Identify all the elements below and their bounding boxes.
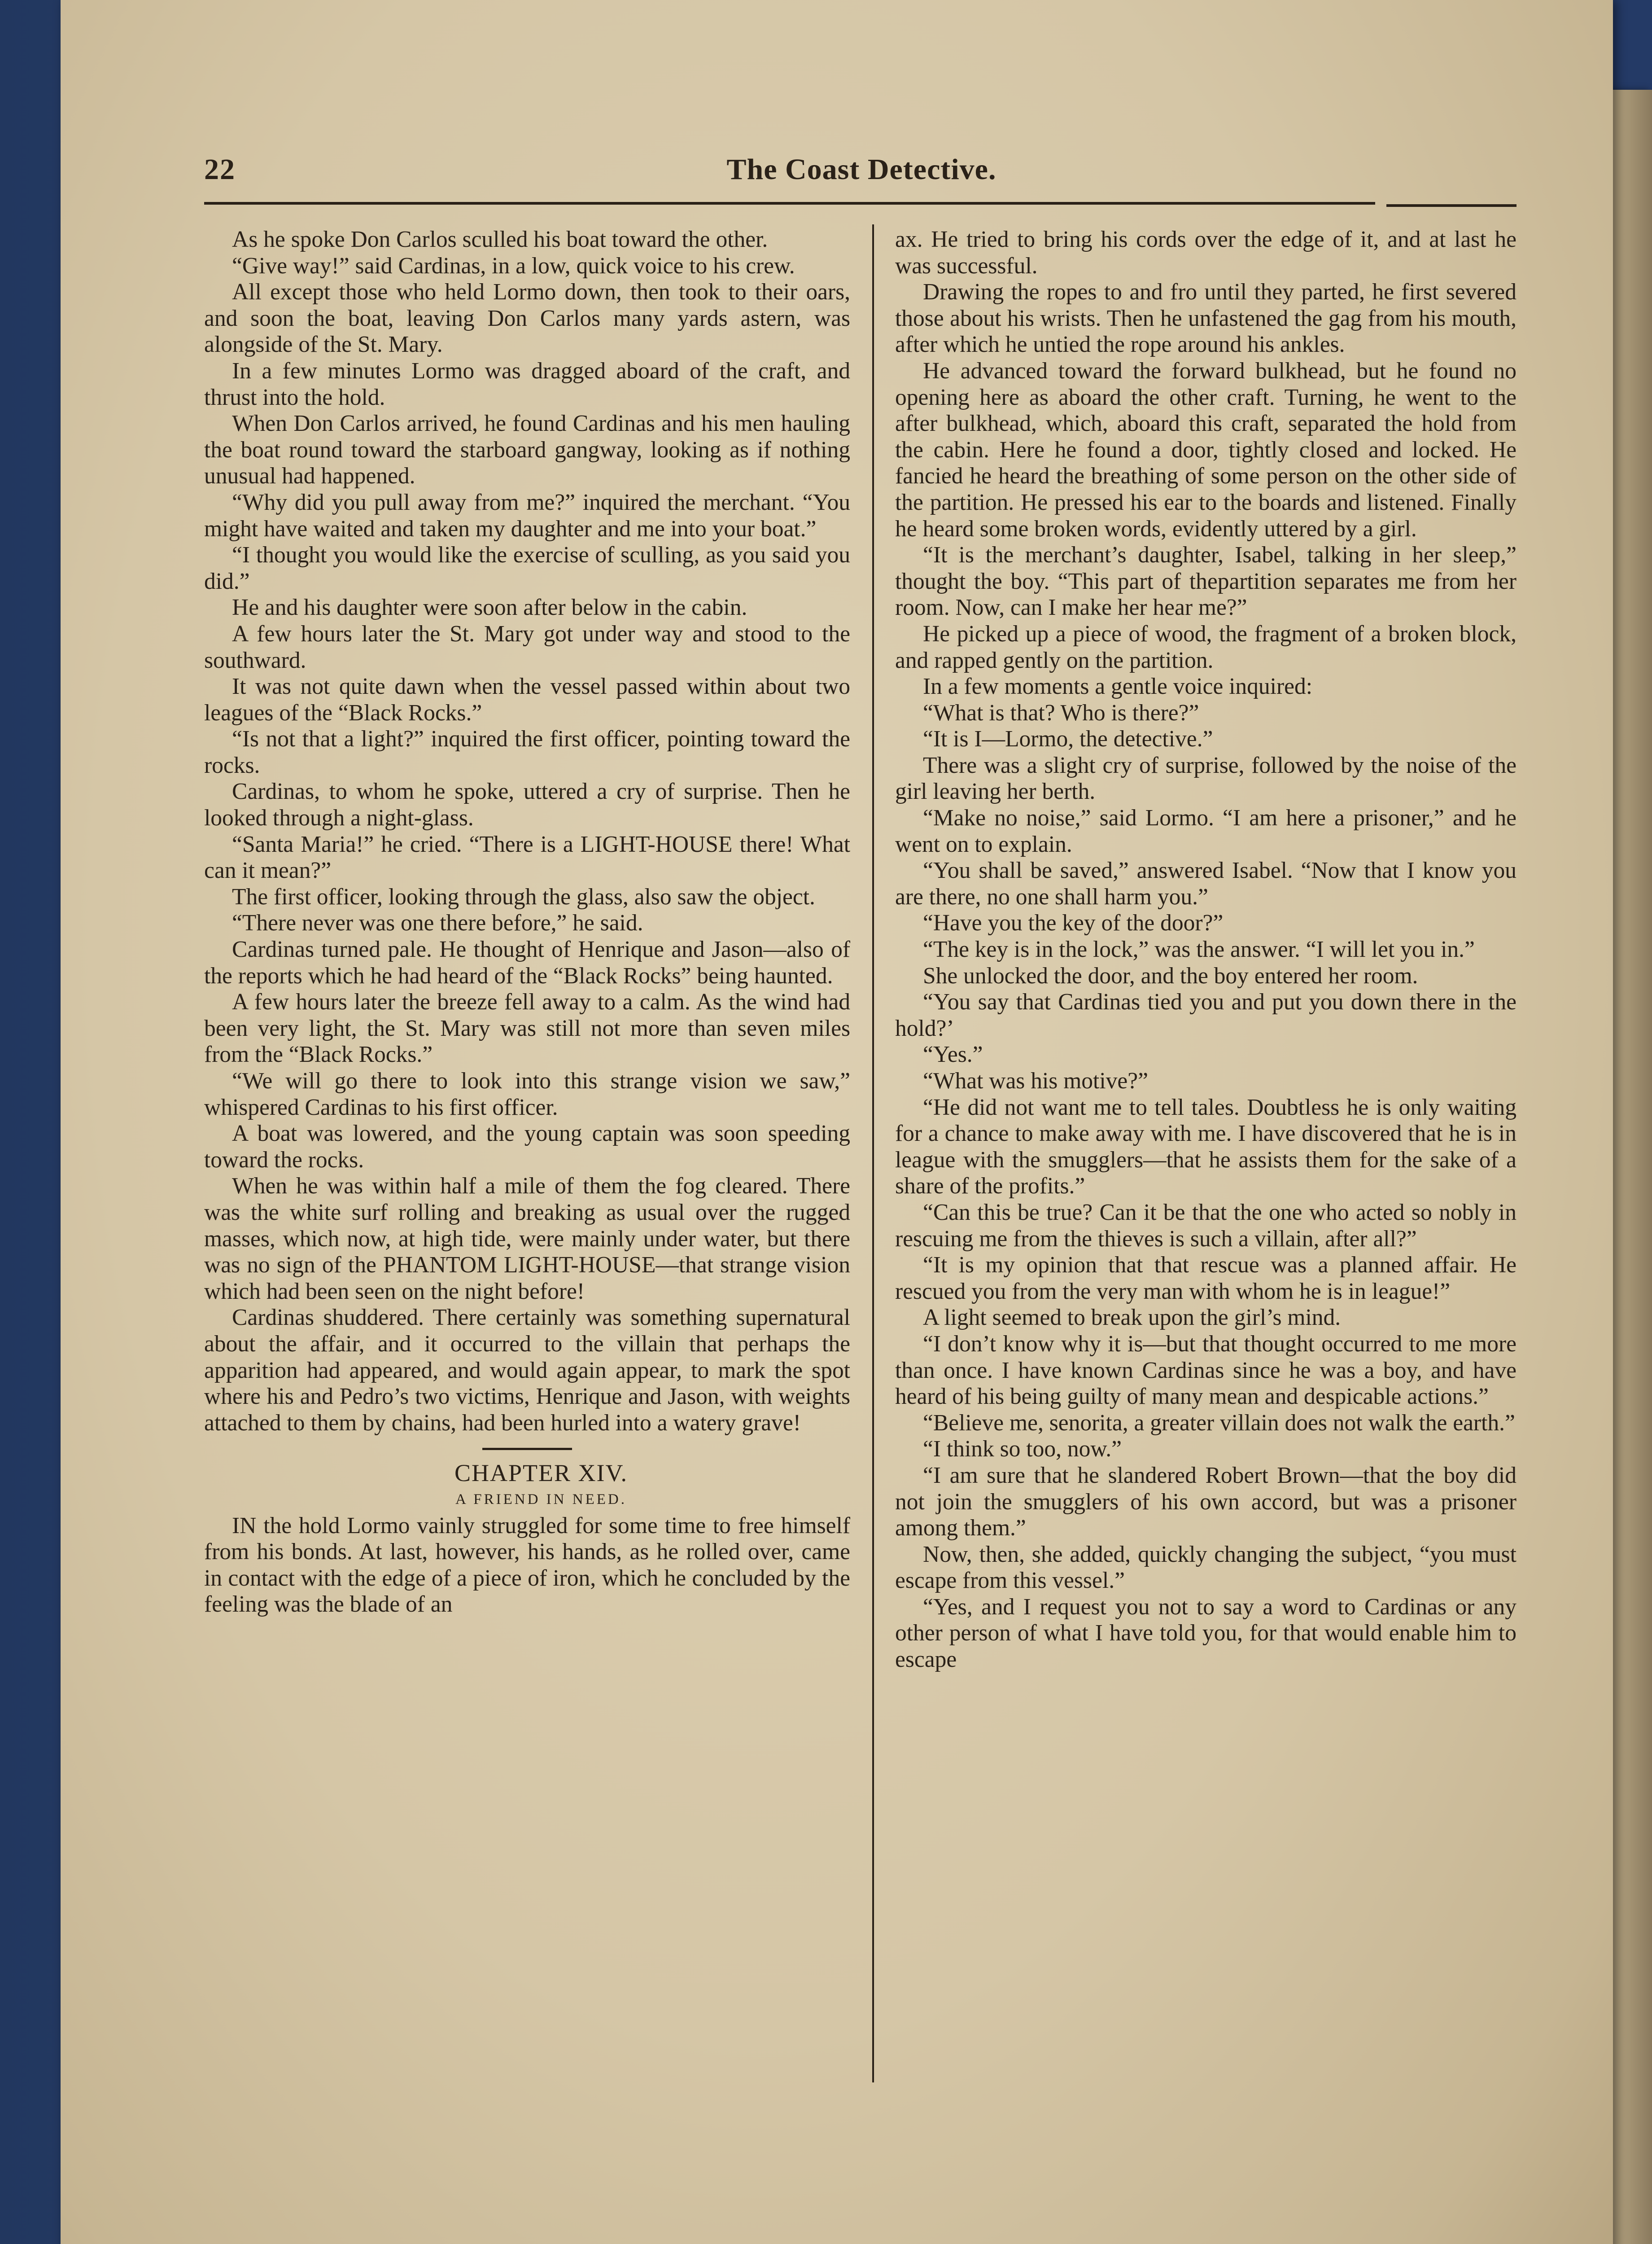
paragraph: “Why did you pull away from me?” inquired the merchant. “You might have waited and taken my daughter and me into your boat.” <box>204 489 850 542</box>
paragraph: A boat was lowered, and the young captain was soon speeding toward the rocks. <box>204 1121 850 1173</box>
paragraph: ax. He tried to bring his cords over the edge of it, and at last he was successful. <box>895 227 1517 279</box>
paragraph: As he spoke Don Carlos sculled his boat toward the other. <box>232 227 768 252</box>
paragraph: In a few minutes Lormo was dragged aboard of the craft, and thrust into the hold. <box>204 358 850 410</box>
paragraph: In a few moments a gentle voice inquired: <box>923 674 1313 700</box>
paragraph: “Can this be true? Can it be that the one who acted so nobly in rescuing me from the thieves is such a villain, after all?” <box>895 1199 1517 1252</box>
paragraph: He advanced toward the forward bulkhead, but he found no opening here as aboard the other craft. Turning, he went to the after bulkhead, which, aboard this craft, separated the hold from the cabin. Here he found a door, tightly closed and locked. He fancied he heard the breathing of some person on the other side of the partition. He pressed his ear to the boards and listened. Finally he heard some broken words, evidently uttered by a girl. <box>895 358 1517 542</box>
paragraph: “There never was one there before,” he said. <box>232 910 643 936</box>
header-rule-right <box>1386 204 1517 207</box>
chapter-title: CHAPTER XIV. <box>454 1459 628 1487</box>
paragraph: “Give way!” said Cardinas, in a low, quick voice to his crew. <box>232 253 795 279</box>
paragraph: She unlocked the door, and the boy entered her room. <box>923 963 1418 989</box>
paragraph: “What is that? Who is there?” <box>923 700 1199 726</box>
paragraph: “I thought you would like the exercise of sculling, as you said you did.” <box>204 542 850 594</box>
paragraph: A few hours later the breeze fell away to a calm. As the wind had been very light, the St. Mary was still not more than seven miles from the “Black Rocks.” <box>204 989 850 1068</box>
paragraph: All except those who held Lormo down, then took to their oars, and soon the boat, leaving Don Carlos many yards astern, was alongside of the St. Mary. <box>204 279 850 358</box>
section-rule <box>482 1448 572 1450</box>
paragraph: It was not quite dawn when the vessel passed within about two leagues of the “Black Rocks.” <box>204 674 850 726</box>
paragraph: “It is I—Lormo, the detective.” <box>923 726 1213 752</box>
header-rule <box>204 202 1375 205</box>
paragraph: “He did not want me to tell tales. Doubtless he is only waiting for a chance to make away with me. I have discovered that he is in league with the smugglers—that he assists them for the sake of a share of the profits.” <box>895 1094 1517 1199</box>
paragraph: IN the hold Lormo vainly struggled for some time to free himself from his bonds. At last, however, his hands, as he rolled over, came in contact with the edge of a piece of iron, which he concluded by the feeling was the blade of an <box>204 1512 850 1617</box>
right-paragraphs <box>895 227 1517 1673</box>
paragraph: He and his daughter were soon after below in the cabin. <box>232 595 747 621</box>
running-title: The Coast Detective. <box>726 153 996 186</box>
paragraph: “The key is in the lock,” was the answer. “I will let you in.” <box>923 937 1475 963</box>
paragraph: “You say that Cardinas tied you and put you down there in the hold?’ <box>895 989 1517 1041</box>
paragraph: “Is not that a light?” inquired the first officer, pointing toward the rocks. <box>204 726 850 778</box>
paragraph: Cardinas turned pale. He thought of Henrique and Jason—also of the reports which he had heard of the “Black Rocks” being haunted. <box>204 937 850 989</box>
paragraph: “I think so too, now.” <box>923 1436 1122 1462</box>
chapter-subtitle: A FRIEND IN NEED. <box>455 1491 627 1508</box>
paragraph: When Don Carlos arrived, he found Cardinas and his men hauling the boat round toward the starboard gangway, looking as if nothing unusual had happened. <box>204 411 850 489</box>
paragraph: “Santa Maria!” he cried. “There is a LIGHT-HOUSE there! What can it mean?” <box>204 831 850 884</box>
paragraph: “It is my opinion that that rescue was a planned affair. He rescued you from the very man with whom he is in league!” <box>895 1252 1517 1304</box>
paragraph: A few hours later the St. Mary got under way and stood to the southward. <box>204 621 850 673</box>
paragraph: When he was within half a mile of them the fog cleared. There was the white surf rolling and breaking as usual over the rugged masses, which now, at high tide, were mainly under water, but there was no sign of the PHANTOM LIGHT-HOUSE—that strange vision which had been seen on the night before! <box>204 1173 850 1304</box>
paragraph: “Yes, and I request you not to say a word to Cardinas or any other person of what I have told you, for that would enable him to escape <box>895 1594 1517 1673</box>
right-column <box>895 227 1517 2103</box>
paragraph: “Have you the key of the door?” <box>923 910 1224 936</box>
paragraph: There was a slight cry of surprise, followed by the noise of the girl leaving her berth. <box>895 752 1517 805</box>
left-column <box>204 227 850 2103</box>
paragraph: “You shall be saved,” answered Isabel. “Now that I know you are there, no one shall harm you.” <box>895 858 1517 910</box>
paragraph: “Make no noise,” said Lormo. “I am here a prisoner,” and he went on to explain. <box>895 805 1517 857</box>
paragraph: “Believe me, senorita, a greater villain does not walk the earth.” <box>923 1410 1515 1436</box>
paragraph: Drawing the ropes to and fro until they parted, he first severed those about his wrists. Then he unfastened the gag from his mouth, after which he untied the rope around his ankles. <box>895 279 1517 358</box>
paragraph: “I don’t know why it is—but that thought occurred to me more than once. I have known Cardinas since he was a boy, and have heard of his being guilty of many mean and despicable actions.” <box>895 1331 1517 1410</box>
left-paragraphs <box>204 227 850 1436</box>
paragraph: “I am sure that he slandered Robert Brown—that the boy did not join the smugglers of his own accord, but was a prisoner among them.” <box>895 1462 1517 1541</box>
paragraph: He picked up a piece of wood, the fragment of a broken block, and rapped gently on the partition. <box>895 621 1517 673</box>
paragraph: “What was his motive?” <box>923 1068 1148 1094</box>
chapter-paragraphs <box>204 1513 850 1618</box>
column-divider <box>872 224 874 2082</box>
paragraph: A light seemed to break upon the girl’s mind. <box>923 1305 1341 1331</box>
paragraph: Cardinas, to whom he spoke, uttered a cry of surprise. Then he looked through a night-glass. <box>204 779 850 831</box>
page-number: 22 <box>204 153 236 186</box>
paragraph: “We will go there to look into this strange vision we saw,” whispered Cardinas to his first officer. <box>204 1068 850 1120</box>
paragraph: Cardinas shuddered. There certainly was something supernatural about the affair, and it occurred to the villain that perhaps the apparition had appeared, and would again appear, to mark the spot where his and Pedro’s two victims, Henrique and Jason, with weights attached to them by chains, had been hurled into a watery grave! <box>204 1305 850 1436</box>
page-header <box>204 153 1519 206</box>
paragraph: The first officer, looking through the glass, also saw the object. <box>232 884 815 910</box>
paragraph: “Yes.” <box>923 1042 983 1068</box>
page <box>61 0 1613 2244</box>
paragraph: Now, then, she added, quickly changing the subject, “you must escape from this vessel.” <box>895 1541 1517 1594</box>
paragraph: “It is the merchant’s daughter, Isabel, talking in her sleep,” thought the boy. “This part of thepartition separates me from her room. Now, can I make her hear me?” <box>895 542 1517 621</box>
